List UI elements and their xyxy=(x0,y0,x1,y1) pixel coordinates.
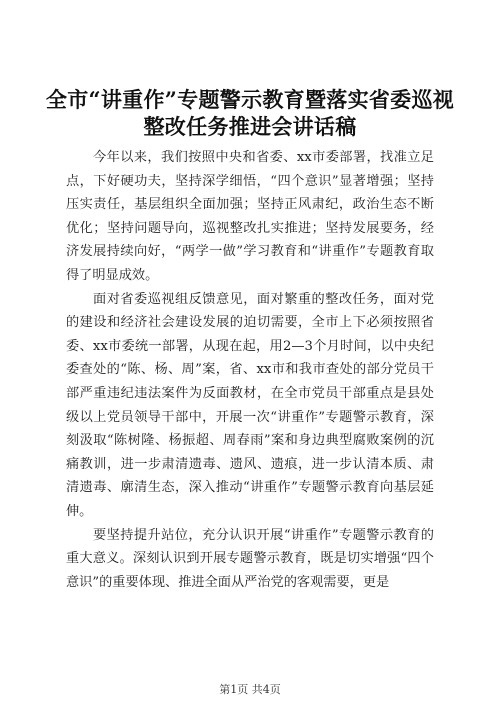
title-line-1: 全市“讲重作”专题警示教育暨落实省委巡视 xyxy=(45,87,455,112)
document-title xyxy=(40,86,460,140)
paragraph-2: 面对省委巡视组反馈意见，面对繁重的整改任务，面对党的建设和经济社会建设发展的迫切需要，全市上下必须按照省委、xx市委统一部署，从现在起，用2—3个月时间，以中央纪委查处的“陈、杨、周”案，省、xx市和我市查处的部分党员干部严重违纪违法案件为反面教材，在全市党员干部重点是县处级以上党员领导干部中，开展一次“讲重作”专题警示教育，深刻汲取“陈树隆、杨振超、周春雨”案和身边典型腐败案例的沉痛教训，进一步肃清遗毒、遗风、遗痕，进一步认清本质、肃清遗毒、廓清生态，深入推动“讲重作”专题警示教育向基层延伸。 xyxy=(66,291,434,519)
page-footer: 第1页 共4页 xyxy=(219,683,281,696)
document-body xyxy=(66,146,434,594)
paragraph-3: 要坚持提升站位，充分认识开展“讲重作”专题警示教育的重大意义。深刻认识到开展专题警示教育，既是切实增强“四个意识”的重要体现、推进全面从严治党的客观需要，更是 xyxy=(66,527,434,590)
title-line-2: 整改任务推进会讲话稿 xyxy=(143,114,357,139)
paragraph-1: 今年以来，我们按照中央和省委、xx市委部署，找准立足点，下好硬功夫，坚持深学细悟，“四个意识”显著增强；坚持压实责任，基层组织全面加强；坚持正风肃纪，政治生态不断优化；坚持问题导向，巡视整改扎实推进；坚持发展要务，经济发展持续向好，“两学一做”学习教育和“讲重作”专题教育取得了明显成效。 xyxy=(66,150,434,283)
